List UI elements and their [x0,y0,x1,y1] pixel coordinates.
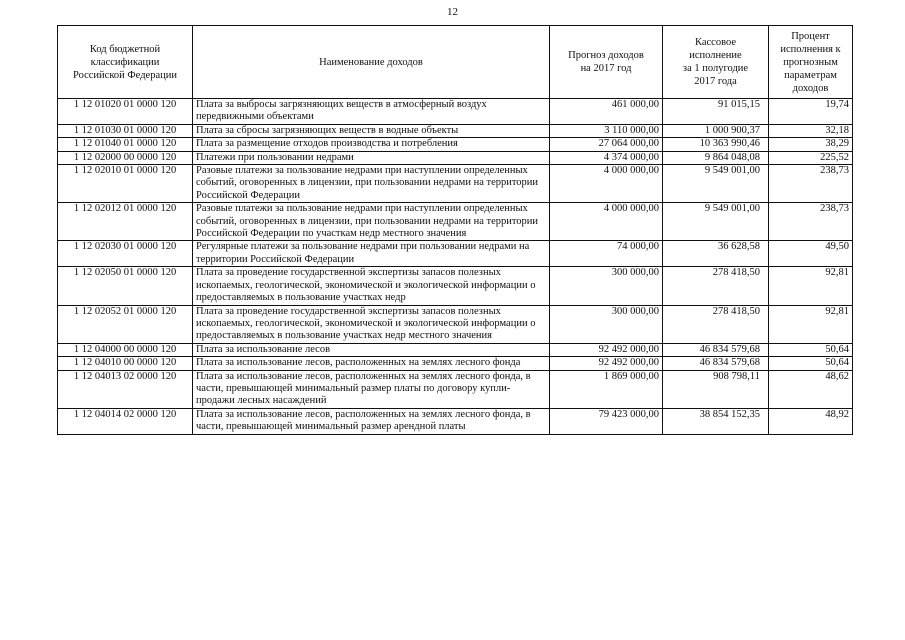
cell-code: 1 12 02030 01 0000 120 [58,241,193,267]
cell-percent: 92,81 [769,267,853,305]
cell-actual: 46 834 579,68 [663,357,769,370]
cell-code: 1 12 02050 01 0000 120 [58,267,193,305]
cell-actual: 908 798,11 [663,370,769,408]
cell-percent: 49,50 [769,241,853,267]
cell-forecast: 300 000,00 [550,305,663,343]
header-percent-line: исполнения к [780,43,841,55]
cell-forecast: 4 000 000,00 [550,165,663,203]
cell-forecast: 461 000,00 [550,99,663,125]
cell-code: 1 12 01040 01 0000 120 [58,138,193,151]
cell-actual: 1 000 900,37 [663,124,769,137]
cell-forecast: 27 064 000,00 [550,138,663,151]
cell-name: Платежи при пользовании недрами [193,151,550,164]
cell-code: 1 12 04010 00 0000 120 [58,357,193,370]
cell-percent: 92,81 [769,305,853,343]
table-row [58,241,853,267]
cell-actual: 91 015,15 [663,99,769,125]
cell-forecast: 79 423 000,00 [550,408,663,434]
cell-actual: 278 418,50 [663,305,769,343]
header-percent-line: прогнозным [783,56,838,68]
header-code-line: классификации [90,56,160,68]
page-number: 12 [447,6,458,18]
cell-code: 1 12 04013 02 0000 120 [58,370,193,408]
header-actual [663,26,769,99]
header-actual-line: за 1 полугодие [682,63,749,74]
cell-percent: 48,62 [769,370,853,408]
cell-actual: 38 854 152,35 [663,408,769,434]
cell-forecast: 74 000,00 [550,241,663,267]
cell-code: 1 12 02012 01 0000 120 [58,203,193,241]
cell-forecast: 1 869 000,00 [550,370,663,408]
table-row [58,99,853,125]
cell-name: Разовые платежи за пользование недрами при наступлении определенных событий, оговоренных в лицензии, при пользовании недрами на территории Российской Федерации по участкам недр местного значения [193,203,550,241]
table-row [58,357,853,370]
table-row [58,343,853,356]
table-row [58,165,853,203]
header-forecast-line: на 2017 год [580,63,632,74]
cell-forecast: 300 000,00 [550,267,663,305]
cell-forecast: 4 000 000,00 [550,203,663,241]
header-percent-line: Процент [791,30,830,42]
cell-percent: 225,52 [769,151,853,164]
header-forecast-line: Прогноз доходов [568,50,644,61]
revenue-table [57,25,853,435]
cell-name: Плата за использование лесов [193,343,550,356]
cell-percent: 50,64 [769,357,853,370]
header-name-text: Наименование доходов [319,56,423,68]
cell-code: 1 12 02052 01 0000 120 [58,305,193,343]
cell-percent: 238,73 [769,203,853,241]
cell-percent: 19,74 [769,99,853,125]
header-actual-line: 2017 года [694,76,737,87]
cell-name: Плата за использование лесов, расположенных на землях лесного фонда [193,357,550,370]
cell-name: Плата за проведение государственной экспертизы запасов полезных ископаемых, геологической, экономической и экологической информации о предоставляемых в пользование участках недр [193,267,550,305]
cell-actual: 10 363 990,46 [663,138,769,151]
header-percent [769,26,853,99]
header-actual-line: Кассовое [694,37,737,48]
cell-name: Разовые платежи за пользование недрами при наступлении определенных событий, оговоренных в лицензии, при пользовании недрами на территории Российской Федерации [193,165,550,203]
cell-actual: 278 418,50 [663,267,769,305]
table-row [58,124,853,137]
header-code-line: Российской Федерации [73,69,177,81]
header-code-line: Код бюджетной [89,43,161,55]
cell-actual: 46 834 579,68 [663,343,769,356]
header-code [58,26,193,99]
cell-code: 1 12 04000 00 0000 120 [58,343,193,356]
cell-percent: 238,73 [769,165,853,203]
cell-actual: 36 628,58 [663,241,769,267]
header-name [193,26,550,99]
cell-code: 1 12 01030 01 0000 120 [58,124,193,137]
cell-name: Плата за использование лесов, расположенных на землях лесного фонда, в части, превышающей минимальный размер платы по договору купли-продажи лесных насаждений [193,370,550,408]
table-header-row [58,26,853,99]
header-actual-line: исполнение [689,50,742,61]
header-percent-line: доходов [792,82,829,94]
cell-actual: 9 864 048,08 [663,151,769,164]
cell-name: Плата за использование лесов, расположенных на землях лесного фонда, в части, превышающей минимальный размер арендной платы [193,408,550,434]
cell-name: Регулярные платежи за пользование недрами при пользовании недрами на территории Российской Федерации [193,241,550,267]
header-forecast [550,26,663,99]
cell-code: 1 12 01020 01 0000 120 [58,99,193,125]
cell-name: Плата за сбросы загрязняющих веществ в водные объекты [193,124,550,137]
cell-percent: 32,18 [769,124,853,137]
cell-actual: 9 549 001,00 [663,203,769,241]
header-percent-line: параметрам [784,69,837,81]
cell-percent: 38,29 [769,138,853,151]
cell-code: 1 12 02000 00 0000 120 [58,151,193,164]
table-row [58,408,853,434]
cell-forecast: 92 492 000,00 [550,357,663,370]
table-row [58,203,853,241]
cell-forecast: 4 374 000,00 [550,151,663,164]
cell-code: 1 12 02010 01 0000 120 [58,165,193,203]
cell-code: 1 12 04014 02 0000 120 [58,408,193,434]
cell-name: Плата за выбросы загрязняющих веществ в атмосферный воздух передвижными объектами [193,99,550,125]
table-row [58,370,853,408]
cell-forecast: 3 110 000,00 [550,124,663,137]
cell-name: Плата за размещение отходов производства и потребления [193,138,550,151]
cell-percent: 48,92 [769,408,853,434]
cell-percent: 50,64 [769,343,853,356]
table-row [58,305,853,343]
cell-forecast: 92 492 000,00 [550,343,663,356]
table-row [58,267,853,305]
table-row [58,151,853,164]
cell-name: Плата за проведение государственной экспертизы запасов полезных ископаемых, геологической, экономической и экологической информации о предоставляемых в пользование участках недр местного значения [193,305,550,343]
cell-actual: 9 549 001,00 [663,165,769,203]
table-row [58,138,853,151]
